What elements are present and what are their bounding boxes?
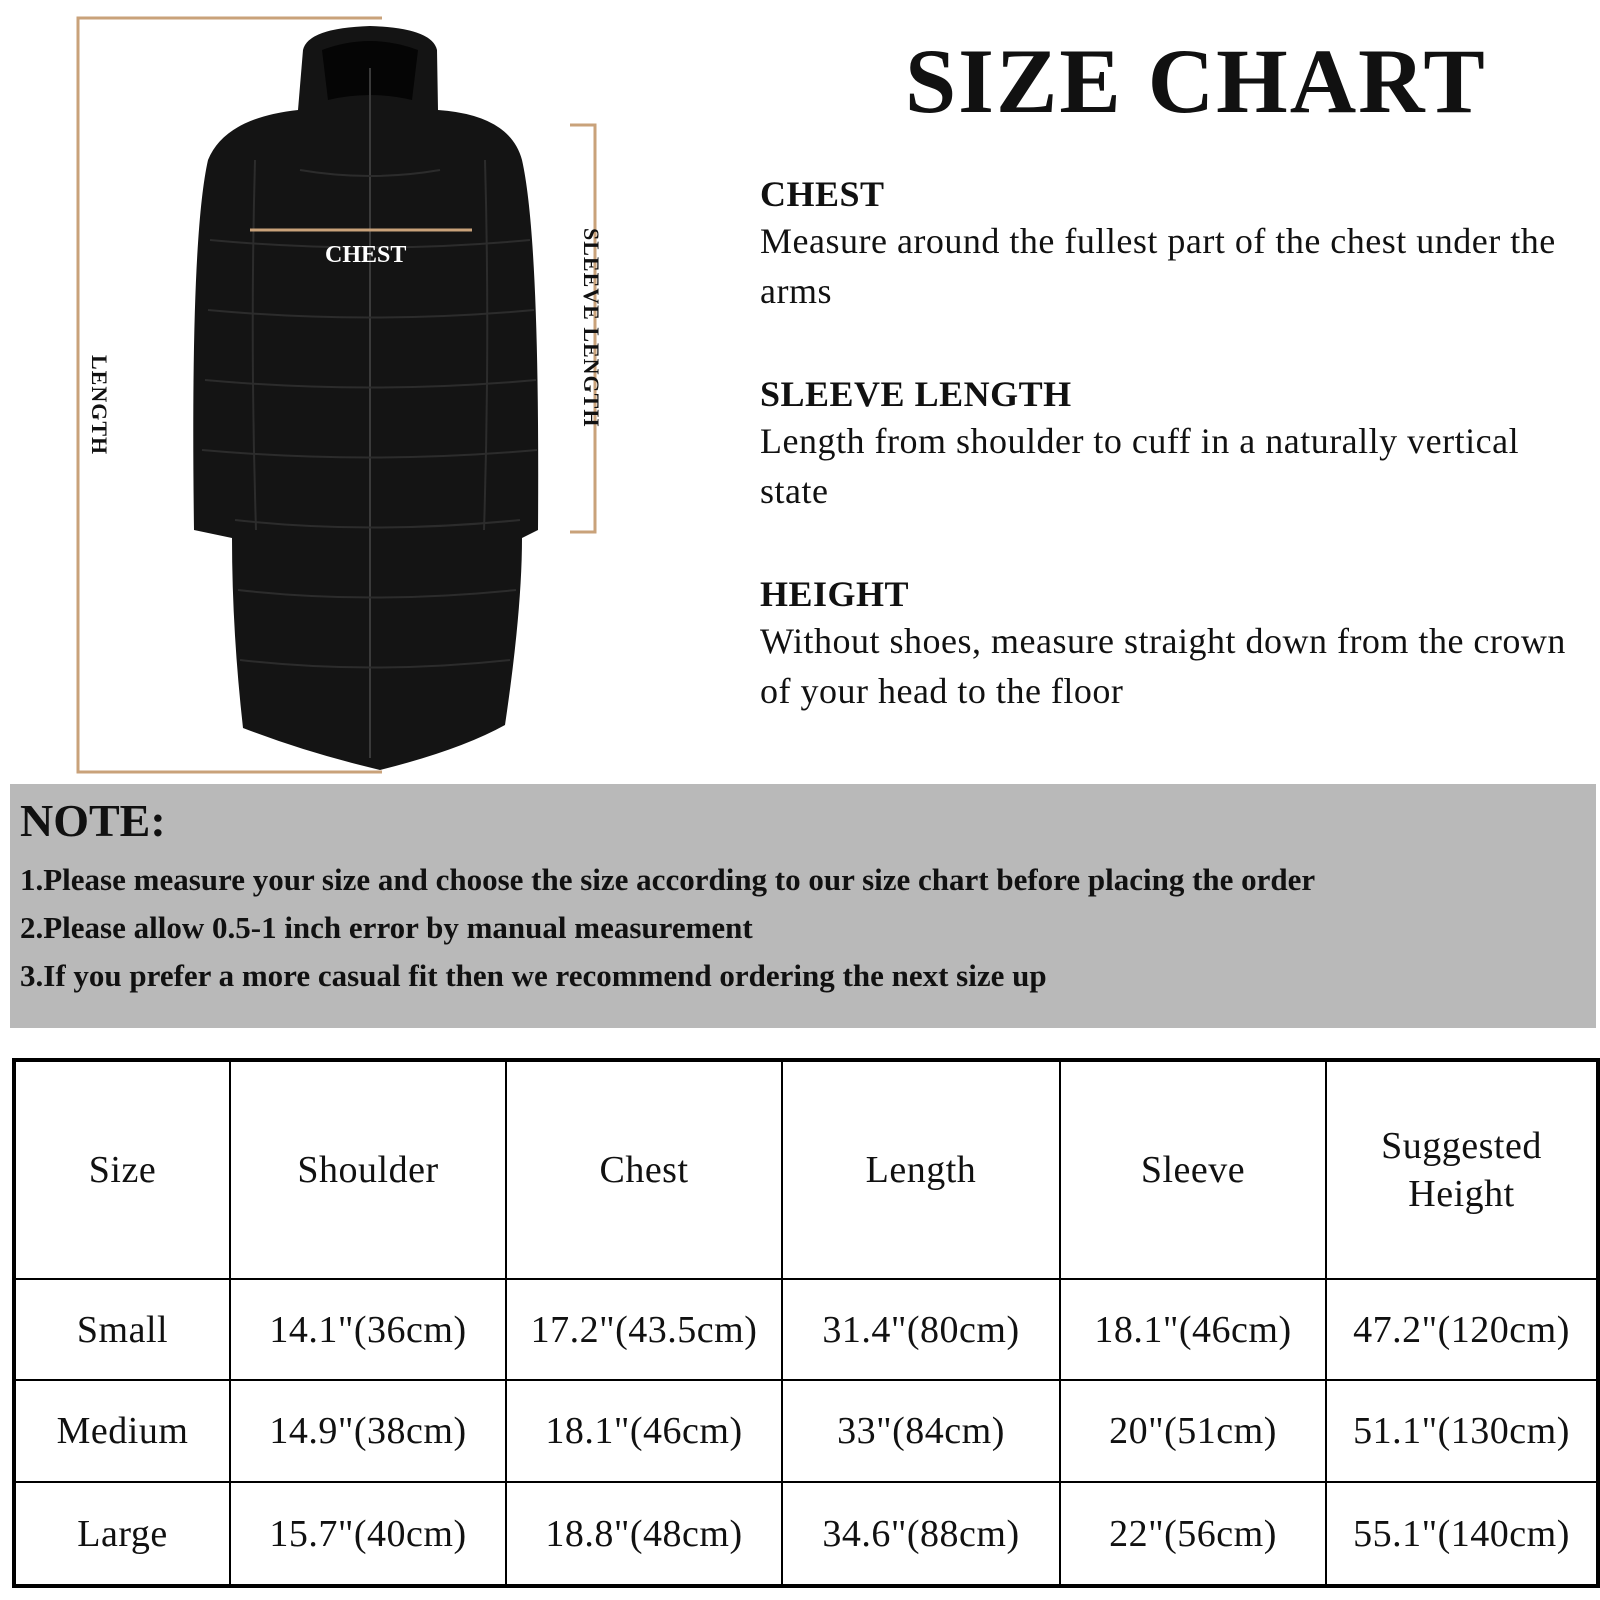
size-table xyxy=(12,1058,1600,1588)
page-title: SIZE CHART xyxy=(905,30,1487,132)
note-line: 2.Please allow 0.5-1 inch error by manual measurement xyxy=(20,910,753,945)
length-measure-label: LENGTH xyxy=(87,355,112,456)
table-header-cell: Shoulder xyxy=(230,1060,506,1279)
table-cell: 20"(51cm) xyxy=(1060,1380,1326,1482)
table-cell: Large xyxy=(14,1482,230,1586)
sleeve-measure-label: SLEEVE LENGTH xyxy=(579,228,604,428)
table-row xyxy=(14,1380,1598,1482)
definition-chest xyxy=(760,172,1570,316)
table-cell: 33"(84cm) xyxy=(782,1380,1060,1482)
table-header-cell: Sleeve xyxy=(1060,1060,1326,1279)
table-cell: 34.6"(88cm) xyxy=(782,1482,1060,1586)
note-panel xyxy=(10,784,1596,1028)
note-title: NOTE: xyxy=(20,795,166,846)
note-line: 1.Please measure your size and choose the size according to our size chart before placing the order xyxy=(20,862,1316,897)
table-cell: 15.7"(40cm) xyxy=(230,1482,506,1586)
definition-height xyxy=(760,572,1570,716)
definition-sleeve xyxy=(760,372,1570,516)
table-header-cell: Length xyxy=(782,1060,1060,1279)
table-row xyxy=(14,1482,1598,1586)
table-header-cell: Chest xyxy=(506,1060,782,1279)
table-cell: 14.9"(38cm) xyxy=(230,1380,506,1482)
coat-shape xyxy=(193,26,538,770)
table-cell: 17.2"(43.5cm) xyxy=(506,1279,782,1381)
table-header-cell: Suggested Height xyxy=(1326,1060,1598,1279)
table-cell: 14.1"(36cm) xyxy=(230,1279,506,1381)
table-cell: Medium xyxy=(14,1380,230,1482)
table-cell: 51.1"(130cm) xyxy=(1326,1380,1598,1482)
table-header-row xyxy=(14,1060,1598,1279)
table-header-cell: Size xyxy=(14,1060,230,1279)
table-cell: 55.1"(140cm) xyxy=(1326,1482,1598,1586)
table-cell: 47.2"(120cm) xyxy=(1326,1279,1598,1381)
table-cell: 31.4"(80cm) xyxy=(782,1279,1060,1381)
note-line: 3.If you prefer a more casual fit then we recommend ordering the next size up xyxy=(20,958,1047,993)
table-cell: 18.1"(46cm) xyxy=(506,1380,782,1482)
definition-heading: HEIGHT xyxy=(760,574,910,614)
table-cell: 22"(56cm) xyxy=(1060,1482,1326,1586)
table-cell: Small xyxy=(14,1279,230,1381)
table-cell: 18.1"(46cm) xyxy=(1060,1279,1326,1381)
definition-heading: SLEEVE LENGTH xyxy=(760,374,1072,414)
definition-heading: CHEST xyxy=(760,174,885,214)
definition-text: Measure around the fullest part of the chest under the arms xyxy=(760,221,1556,311)
coat-illustration xyxy=(60,10,620,780)
table-row xyxy=(14,1279,1598,1381)
definition-text: Without shoes, measure straight down from the crown of your head to the floor xyxy=(760,621,1566,711)
definition-text: Length from shoulder to cuff in a naturally vertical state xyxy=(760,421,1520,511)
chest-measure-label: CHEST xyxy=(325,242,407,268)
table-cell: 18.8"(48cm) xyxy=(506,1482,782,1586)
